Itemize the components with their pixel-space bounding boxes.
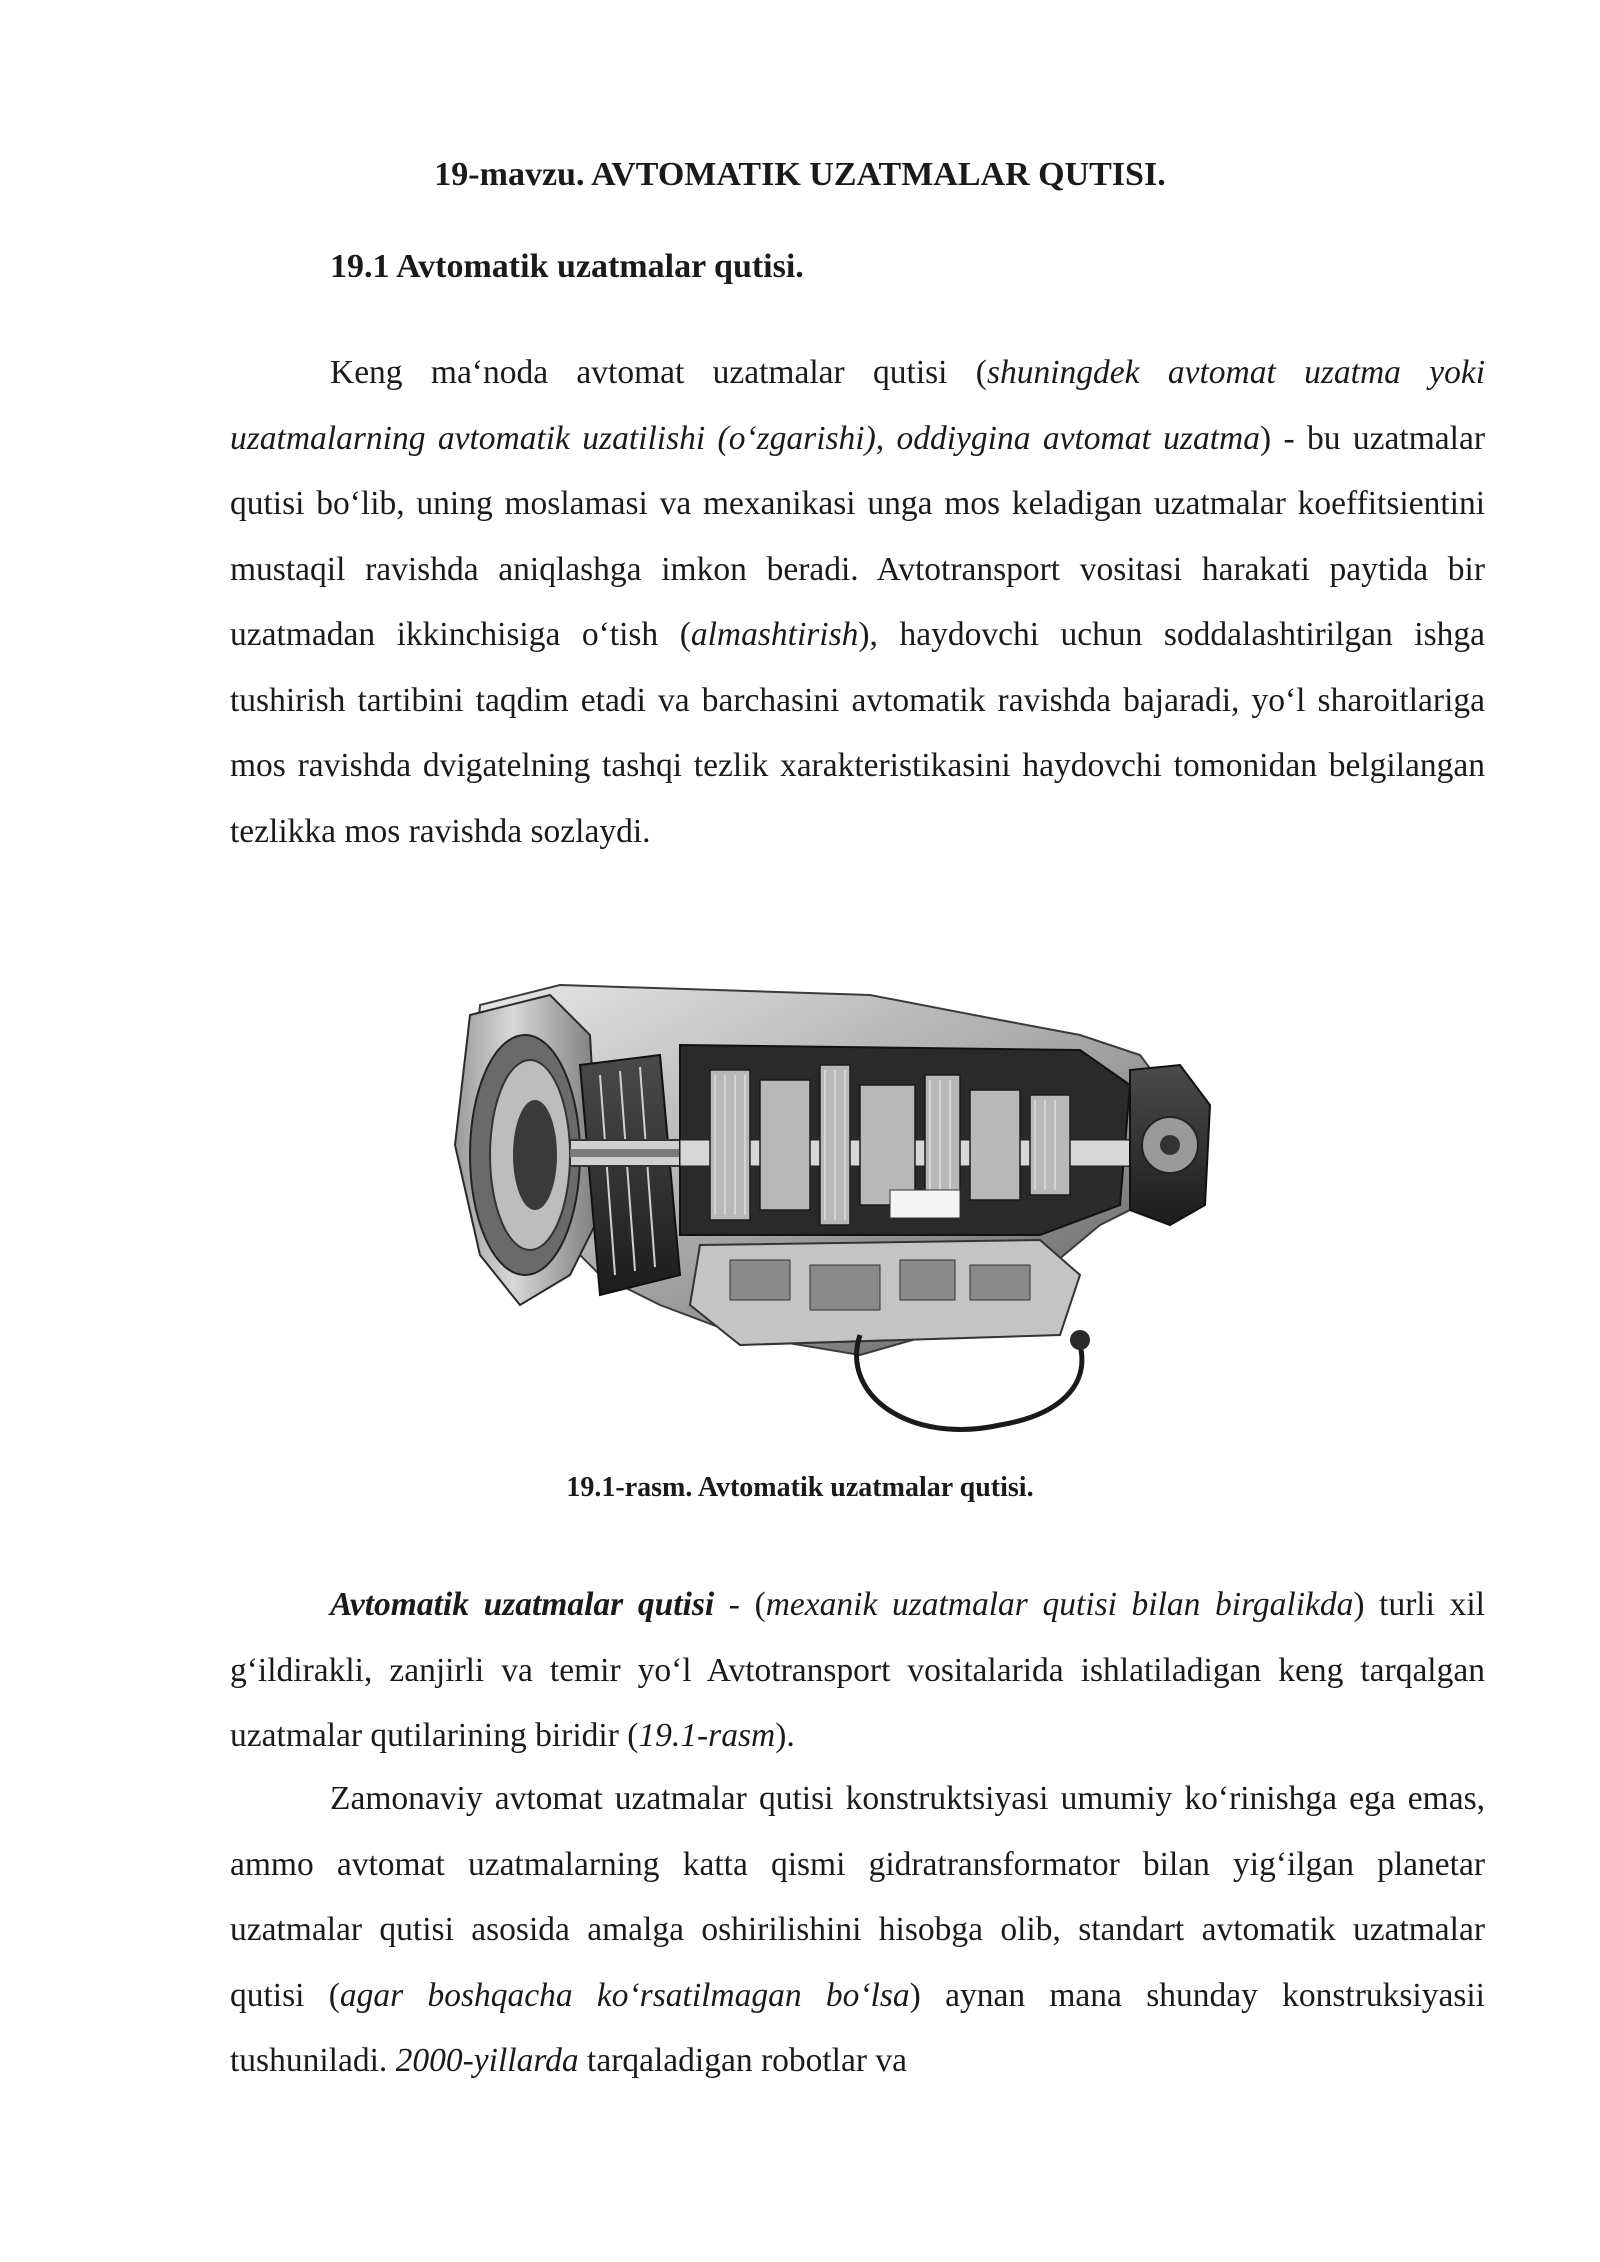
defined-term: Avtomatik uzatmalar qutisi (330, 1586, 715, 1623)
figure-caption: 19.1-rasm. Avtomatik uzatmalar qutisi. (566, 1472, 1034, 1503)
text-run: ), haydovchi uchun soddalashtirilgan ishga tushirish tartibini taqdim etadi va barchasini avtomatik ravishda bajaradi, yoʻl sharoitlariga mos ravishda dvigatelning tashqi tezlik xarakteristikasini haydovchi tomonidan belgilangan tezlikka mos ravishda sozlaydi. (230, 616, 1485, 850)
text-run: ) turli xil gʻildirakli, zanjirli va temir yoʻl Avtotransport vositalarida ishlatiladigan keng tarqalgan uzatmalar qutilarining biridir ( (230, 1586, 1485, 1754)
text-run: - ( (714, 1586, 766, 1623)
italic-run: shuningdek avtomat uzatma yoki uzatmalarning avtomatik uzatilishi (oʻzgarishi), oddiygina avtomat uzatma (230, 354, 1486, 457)
italic-run: 2000-yillarda (395, 2042, 579, 2079)
text-run: ) aynan mana shunday konstruksiyasii tushuniladi. (230, 1976, 1485, 2079)
text-run: Zamonaviy avtomat uzatmalar qutisi konstruktsiyasi umumiy koʻrinishga ega emas, ammo avtomat uzatmalarning katta qismi gidratransformator bilan yigʻilgan planetar uzatmalar qutisi asosida amalga oshirilishini hisobga olib, standart avtomatik uzatmalar qutisi ( (230, 1780, 1485, 2014)
transmission-cutaway-image (440, 975, 1240, 1455)
italic-run: almashtirish (690, 616, 859, 653)
italic-run: agar boshqacha koʻrsatilmagan boʻlsa (339, 1976, 910, 2014)
paragraph-definition (230, 1572, 1485, 1769)
section-heading: 19.1 Avtomatik uzatmalar qutisi. (330, 248, 804, 285)
italic-run: mexanik uzatmalar qutisi bilan birgalikda (765, 1586, 1354, 1623)
figure-reference: 19.1-rasm (638, 1717, 776, 1754)
paragraph-intro (230, 340, 1485, 864)
paragraph-modern-design (230, 1766, 1485, 2094)
text-run: ) - bu uzatmalar qutisi boʻlib, uning moslamasi va mexanikasi unga mos keladigan uzatmalar koeffitsientini mustaqil ravishda aniqlashga imkon beradi. Avtotransport vositasi harakati paytida bir uzatmadan ikkinchisiga oʻtish ( (230, 419, 1485, 653)
text-run: tarqaladigan robotlar va (578, 2042, 907, 2079)
text-run: ). (775, 1717, 795, 1754)
text-run: Keng maʻnoda avtomat uzatmalar qutisi ( (330, 354, 987, 391)
topic-heading: 19-mavzu. AVTOMATIK UZATMALAR QUTISI. (434, 156, 1166, 193)
